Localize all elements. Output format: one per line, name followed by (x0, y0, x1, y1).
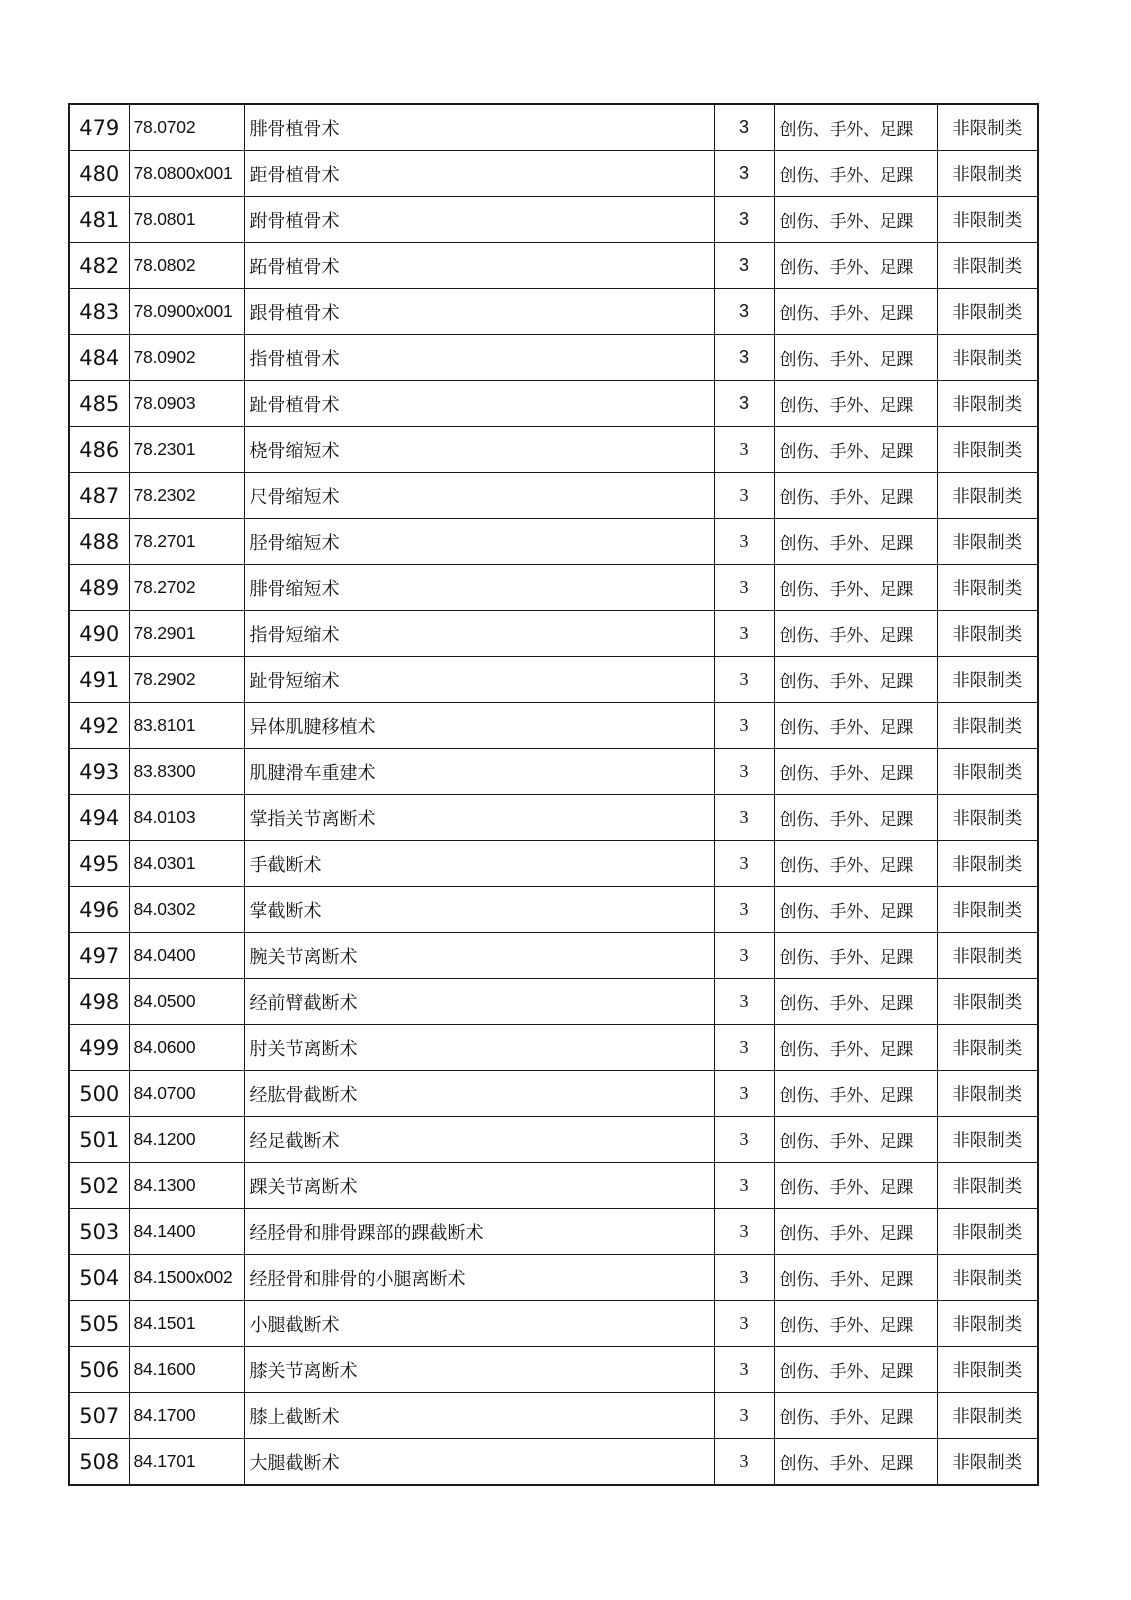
row-number: 481 (69, 197, 129, 243)
procedure-code: 84.0103 (129, 795, 244, 841)
procedure-name: 跗骨植骨术 (244, 197, 714, 243)
surgery-grade: 3 (714, 289, 774, 335)
surgery-grade: 3 (714, 933, 774, 979)
table-row (69, 841, 1038, 887)
procedure-code: 84.0600 (129, 1025, 244, 1071)
department: 创伤、手外、足踝 (774, 749, 937, 795)
table-row (69, 749, 1038, 795)
row-number: 504 (69, 1255, 129, 1301)
procedure-code: 78.0802 (129, 243, 244, 289)
surgery-grade: 3 (714, 887, 774, 933)
table-body (69, 104, 1038, 1485)
table-row (69, 197, 1038, 243)
department: 创伤、手外、足踝 (774, 1163, 937, 1209)
row-number: 503 (69, 1209, 129, 1255)
procedure-name: 小腿截断术 (244, 1301, 714, 1347)
management-category: 非限制类 (937, 197, 1038, 243)
table-row (69, 1163, 1038, 1209)
table-row (69, 519, 1038, 565)
procedure-name: 距骨植骨术 (244, 151, 714, 197)
procedure-name: 异体肌腱移植术 (244, 703, 714, 749)
department: 创伤、手外、足踝 (774, 473, 937, 519)
management-category: 非限制类 (937, 104, 1038, 151)
management-category: 非限制类 (937, 611, 1038, 657)
row-number: 490 (69, 611, 129, 657)
table-row (69, 565, 1038, 611)
department: 创伤、手外、足踝 (774, 565, 937, 611)
procedure-name: 跖骨植骨术 (244, 243, 714, 289)
row-number: 491 (69, 657, 129, 703)
row-number: 501 (69, 1117, 129, 1163)
surgery-grade: 3 (714, 611, 774, 657)
surgery-grade: 3 (714, 381, 774, 427)
management-category: 非限制类 (937, 887, 1038, 933)
management-category: 非限制类 (937, 979, 1038, 1025)
department: 创伤、手外、足踝 (774, 1301, 937, 1347)
row-number: 487 (69, 473, 129, 519)
procedure-name: 经前臂截断术 (244, 979, 714, 1025)
table-row (69, 979, 1038, 1025)
procedure-code: 78.2302 (129, 473, 244, 519)
table-row (69, 335, 1038, 381)
procedure-code: 78.0800x001 (129, 151, 244, 197)
management-category: 非限制类 (937, 657, 1038, 703)
procedure-name: 尺骨缩短术 (244, 473, 714, 519)
surgery-grade: 3 (714, 1209, 774, 1255)
procedure-name: 指骨短缩术 (244, 611, 714, 657)
table-row (69, 1301, 1038, 1347)
department: 创伤、手外、足踝 (774, 427, 937, 473)
procedure-code: 84.1501 (129, 1301, 244, 1347)
table-row (69, 611, 1038, 657)
procedure-code: 83.8101 (129, 703, 244, 749)
management-category: 非限制类 (937, 519, 1038, 565)
surgery-grade: 3 (714, 1347, 774, 1393)
department: 创伤、手外、足踝 (774, 381, 937, 427)
surgery-grade: 3 (714, 1393, 774, 1439)
department: 创伤、手外、足踝 (774, 887, 937, 933)
procedure-code: 84.0302 (129, 887, 244, 933)
management-category: 非限制类 (937, 795, 1038, 841)
table-row (69, 151, 1038, 197)
department: 创伤、手外、足踝 (774, 657, 937, 703)
procedure-code: 78.2301 (129, 427, 244, 473)
department: 创伤、手外、足踝 (774, 979, 937, 1025)
table-row (69, 381, 1038, 427)
management-category: 非限制类 (937, 1071, 1038, 1117)
row-number: 496 (69, 887, 129, 933)
management-category: 非限制类 (937, 703, 1038, 749)
procedure-name: 跟骨植骨术 (244, 289, 714, 335)
surgery-grade: 3 (714, 749, 774, 795)
surgery-list-table (68, 103, 1039, 1486)
department: 创伤、手外、足踝 (774, 1071, 937, 1117)
table-row (69, 1071, 1038, 1117)
surgery-grade: 3 (714, 1071, 774, 1117)
management-category: 非限制类 (937, 1117, 1038, 1163)
procedure-code: 84.0500 (129, 979, 244, 1025)
procedure-code: 78.0801 (129, 197, 244, 243)
row-number: 498 (69, 979, 129, 1025)
procedure-code: 78.0702 (129, 104, 244, 151)
department: 创伤、手外、足踝 (774, 795, 937, 841)
row-number: 497 (69, 933, 129, 979)
table-row (69, 657, 1038, 703)
table-row (69, 795, 1038, 841)
surgery-grade: 3 (714, 1163, 774, 1209)
procedure-name: 掌截断术 (244, 887, 714, 933)
table-row (69, 427, 1038, 473)
management-category: 非限制类 (937, 151, 1038, 197)
procedure-code: 78.0903 (129, 381, 244, 427)
row-number: 482 (69, 243, 129, 289)
procedure-name: 手截断术 (244, 841, 714, 887)
procedure-name: 肌腱滑车重建术 (244, 749, 714, 795)
surgery-grade: 3 (714, 657, 774, 703)
procedure-name: 经肱骨截断术 (244, 1071, 714, 1117)
row-number: 484 (69, 335, 129, 381)
procedure-name: 踝关节离断术 (244, 1163, 714, 1209)
department: 创伤、手外、足踝 (774, 104, 937, 151)
row-number: 492 (69, 703, 129, 749)
procedure-code: 84.0301 (129, 841, 244, 887)
procedure-name: 经足截断术 (244, 1117, 714, 1163)
procedure-code: 84.1700 (129, 1393, 244, 1439)
row-number: 479 (69, 104, 129, 151)
procedure-code: 84.0700 (129, 1071, 244, 1117)
department: 创伤、手外、足踝 (774, 1209, 937, 1255)
procedure-code: 83.8300 (129, 749, 244, 795)
row-number: 507 (69, 1393, 129, 1439)
procedure-name: 经胫骨和腓骨的小腿离断术 (244, 1255, 714, 1301)
table-row (69, 1117, 1038, 1163)
procedure-code: 78.0900x001 (129, 289, 244, 335)
procedure-name: 大腿截断术 (244, 1439, 714, 1486)
department: 创伤、手外、足踝 (774, 1255, 937, 1301)
management-category: 非限制类 (937, 243, 1038, 289)
procedure-name: 胫骨缩短术 (244, 519, 714, 565)
procedure-code: 84.0400 (129, 933, 244, 979)
row-number: 506 (69, 1347, 129, 1393)
procedure-name: 腕关节离断术 (244, 933, 714, 979)
procedure-code: 78.2702 (129, 565, 244, 611)
surgery-grade: 3 (714, 979, 774, 1025)
department: 创伤、手外、足踝 (774, 243, 937, 289)
procedure-code: 84.1400 (129, 1209, 244, 1255)
management-category: 非限制类 (937, 427, 1038, 473)
row-number: 500 (69, 1071, 129, 1117)
management-category: 非限制类 (937, 565, 1038, 611)
procedure-name: 经胫骨和腓骨踝部的踝截断术 (244, 1209, 714, 1255)
table-row (69, 1255, 1038, 1301)
row-number: 499 (69, 1025, 129, 1071)
surgery-grade: 3 (714, 565, 774, 611)
surgery-grade: 3 (714, 1117, 774, 1163)
department: 创伤、手外、足踝 (774, 1025, 937, 1071)
procedure-name: 膝上截断术 (244, 1393, 714, 1439)
department: 创伤、手外、足踝 (774, 611, 937, 657)
row-number: 488 (69, 519, 129, 565)
table-row (69, 1393, 1038, 1439)
table-row (69, 933, 1038, 979)
row-number: 489 (69, 565, 129, 611)
surgery-grade: 3 (714, 104, 774, 151)
row-number: 505 (69, 1301, 129, 1347)
row-number: 480 (69, 151, 129, 197)
department: 创伤、手外、足踝 (774, 197, 937, 243)
procedure-name: 膝关节离断术 (244, 1347, 714, 1393)
row-number: 493 (69, 749, 129, 795)
surgery-grade: 3 (714, 335, 774, 381)
procedure-code: 84.1200 (129, 1117, 244, 1163)
table-row (69, 887, 1038, 933)
procedure-name: 趾骨植骨术 (244, 381, 714, 427)
procedure-name: 腓骨植骨术 (244, 104, 714, 151)
surgery-grade: 3 (714, 427, 774, 473)
procedure-code: 84.1300 (129, 1163, 244, 1209)
row-number: 508 (69, 1439, 129, 1486)
procedure-code: 84.1701 (129, 1439, 244, 1486)
procedure-name: 掌指关节离断术 (244, 795, 714, 841)
procedure-name: 指骨植骨术 (244, 335, 714, 381)
procedure-code: 78.0902 (129, 335, 244, 381)
procedure-name: 肘关节离断术 (244, 1025, 714, 1071)
table-row (69, 703, 1038, 749)
management-category: 非限制类 (937, 289, 1038, 335)
department: 创伤、手外、足踝 (774, 703, 937, 749)
surgery-grade: 3 (714, 151, 774, 197)
procedure-code: 84.1600 (129, 1347, 244, 1393)
management-category: 非限制类 (937, 1439, 1038, 1486)
department: 创伤、手外、足踝 (774, 289, 937, 335)
table-row (69, 1439, 1038, 1486)
surgery-grade: 3 (714, 841, 774, 887)
management-category: 非限制类 (937, 1163, 1038, 1209)
surgery-grade: 3 (714, 1025, 774, 1071)
management-category: 非限制类 (937, 1209, 1038, 1255)
department: 创伤、手外、足踝 (774, 1347, 937, 1393)
row-number: 494 (69, 795, 129, 841)
table-row (69, 289, 1038, 335)
table-row (69, 104, 1038, 151)
management-category: 非限制类 (937, 381, 1038, 427)
management-category: 非限制类 (937, 1347, 1038, 1393)
table-row (69, 473, 1038, 519)
department: 创伤、手外、足踝 (774, 335, 937, 381)
row-number: 483 (69, 289, 129, 335)
department: 创伤、手外、足踝 (774, 151, 937, 197)
surgery-grade: 3 (714, 703, 774, 749)
procedure-name: 趾骨短缩术 (244, 657, 714, 703)
department: 创伤、手外、足踝 (774, 1439, 937, 1486)
department: 创伤、手外、足踝 (774, 519, 937, 565)
department: 创伤、手外、足踝 (774, 933, 937, 979)
surgery-grade: 3 (714, 1439, 774, 1486)
department: 创伤、手外、足踝 (774, 841, 937, 887)
management-category: 非限制类 (937, 1301, 1038, 1347)
row-number: 502 (69, 1163, 129, 1209)
procedure-name: 腓骨缩短术 (244, 565, 714, 611)
department: 创伤、手外、足踝 (774, 1393, 937, 1439)
surgery-grade: 3 (714, 473, 774, 519)
procedure-code: 78.2902 (129, 657, 244, 703)
surgery-grade: 3 (714, 243, 774, 289)
surgery-grade: 3 (714, 519, 774, 565)
procedure-code: 78.2701 (129, 519, 244, 565)
surgery-grade: 3 (714, 1301, 774, 1347)
management-category: 非限制类 (937, 749, 1038, 795)
procedure-code: 78.2901 (129, 611, 244, 657)
management-category: 非限制类 (937, 933, 1038, 979)
surgery-grade: 3 (714, 795, 774, 841)
table-row (69, 243, 1038, 289)
management-category: 非限制类 (937, 1025, 1038, 1071)
management-category: 非限制类 (937, 841, 1038, 887)
table-row (69, 1209, 1038, 1255)
row-number: 495 (69, 841, 129, 887)
surgery-grade: 3 (714, 1255, 774, 1301)
management-category: 非限制类 (937, 473, 1038, 519)
management-category: 非限制类 (937, 1255, 1038, 1301)
management-category: 非限制类 (937, 335, 1038, 381)
management-category: 非限制类 (937, 1393, 1038, 1439)
procedure-code: 84.1500x002 (129, 1255, 244, 1301)
procedure-name: 桡骨缩短术 (244, 427, 714, 473)
row-number: 485 (69, 381, 129, 427)
surgery-grade: 3 (714, 197, 774, 243)
table-row (69, 1347, 1038, 1393)
department: 创伤、手外、足踝 (774, 1117, 937, 1163)
row-number: 486 (69, 427, 129, 473)
table-row (69, 1025, 1038, 1071)
